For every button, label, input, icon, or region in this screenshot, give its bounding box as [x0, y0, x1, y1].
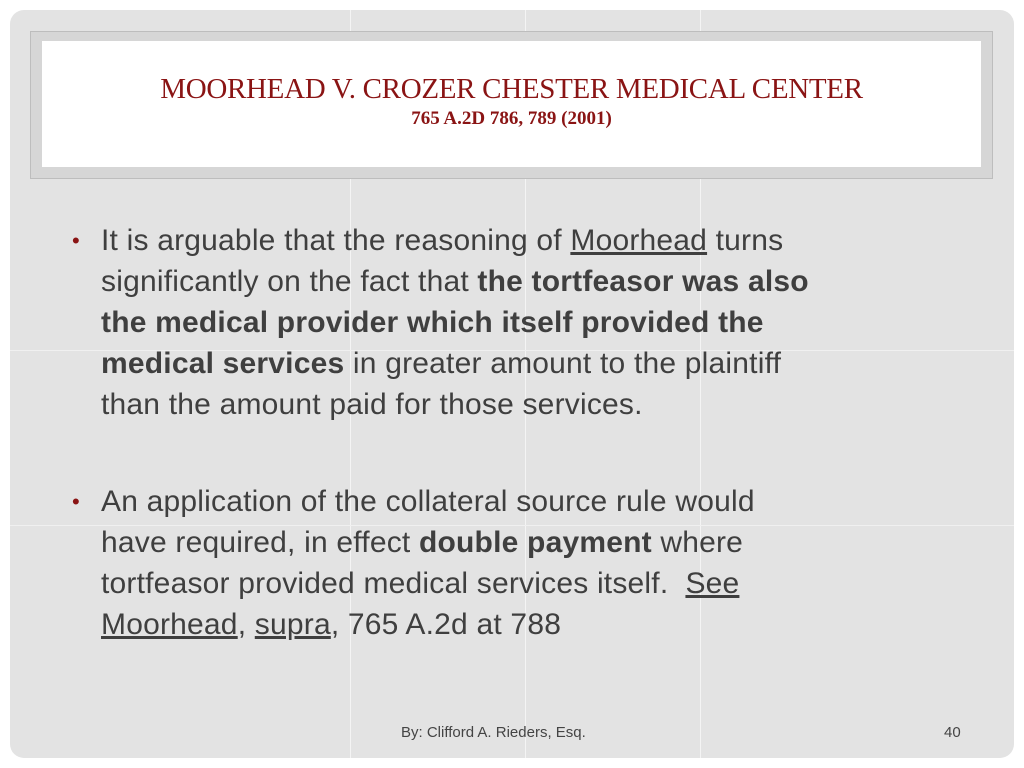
emphasis-text: double payment	[418, 526, 652, 559]
text-line	[101, 384, 952, 425]
case-citation-link: supra	[254, 608, 331, 641]
text-segment: in greater amount to the plaintiff	[344, 347, 782, 380]
slide-title: MOORHEAD V. CROZER CHESTER MEDICAL CENTER	[160, 73, 863, 105]
bullet-icon: •	[72, 489, 80, 514]
page-number: 40	[944, 724, 961, 741]
title-frame	[30, 31, 993, 179]
text-line	[101, 343, 952, 384]
text-segment: tortfeasor provided medical services itself.	[101, 567, 686, 600]
text-line	[101, 302, 952, 343]
text-segment: An application of the collateral source rule would	[101, 485, 755, 518]
text-segment: where	[651, 526, 744, 559]
bullet-1	[72, 220, 952, 425]
text-line	[101, 481, 952, 522]
case-citation-link: Moorhead	[101, 608, 238, 641]
case-citation-link: See	[685, 567, 740, 600]
bullet-text	[101, 481, 952, 645]
text-line	[101, 220, 952, 261]
emphasis-text: medical services	[101, 347, 345, 380]
text-segment: than the amount paid for those services.	[101, 388, 643, 421]
text-segment: significantly on the fact that	[101, 265, 478, 298]
case-citation-link: Moorhead	[570, 224, 708, 257]
text-line	[101, 261, 952, 302]
text-segment: , 765 A.2d at 788	[330, 608, 562, 641]
text-line	[101, 522, 952, 563]
text-line	[101, 604, 952, 645]
text-segment: turns	[707, 224, 784, 257]
text-segment: ,	[237, 608, 255, 641]
slide-subtitle: 765 A.2D 786, 789 (2001)	[411, 108, 612, 129]
text-line	[101, 563, 952, 604]
text-segment: It is arguable that the reasoning of	[101, 224, 571, 257]
bullet-text	[101, 220, 952, 425]
emphasis-text: the medical provider which itself provided the	[101, 306, 764, 339]
text-segment: have required, in effect	[101, 526, 419, 559]
title-box	[42, 41, 981, 167]
footer-author: By: Clifford A. Rieders, Esq.	[401, 724, 586, 741]
bullet-icon: •	[72, 228, 80, 253]
emphasis-text: the tortfeasor was also	[477, 265, 809, 298]
bullet-2	[72, 481, 952, 645]
